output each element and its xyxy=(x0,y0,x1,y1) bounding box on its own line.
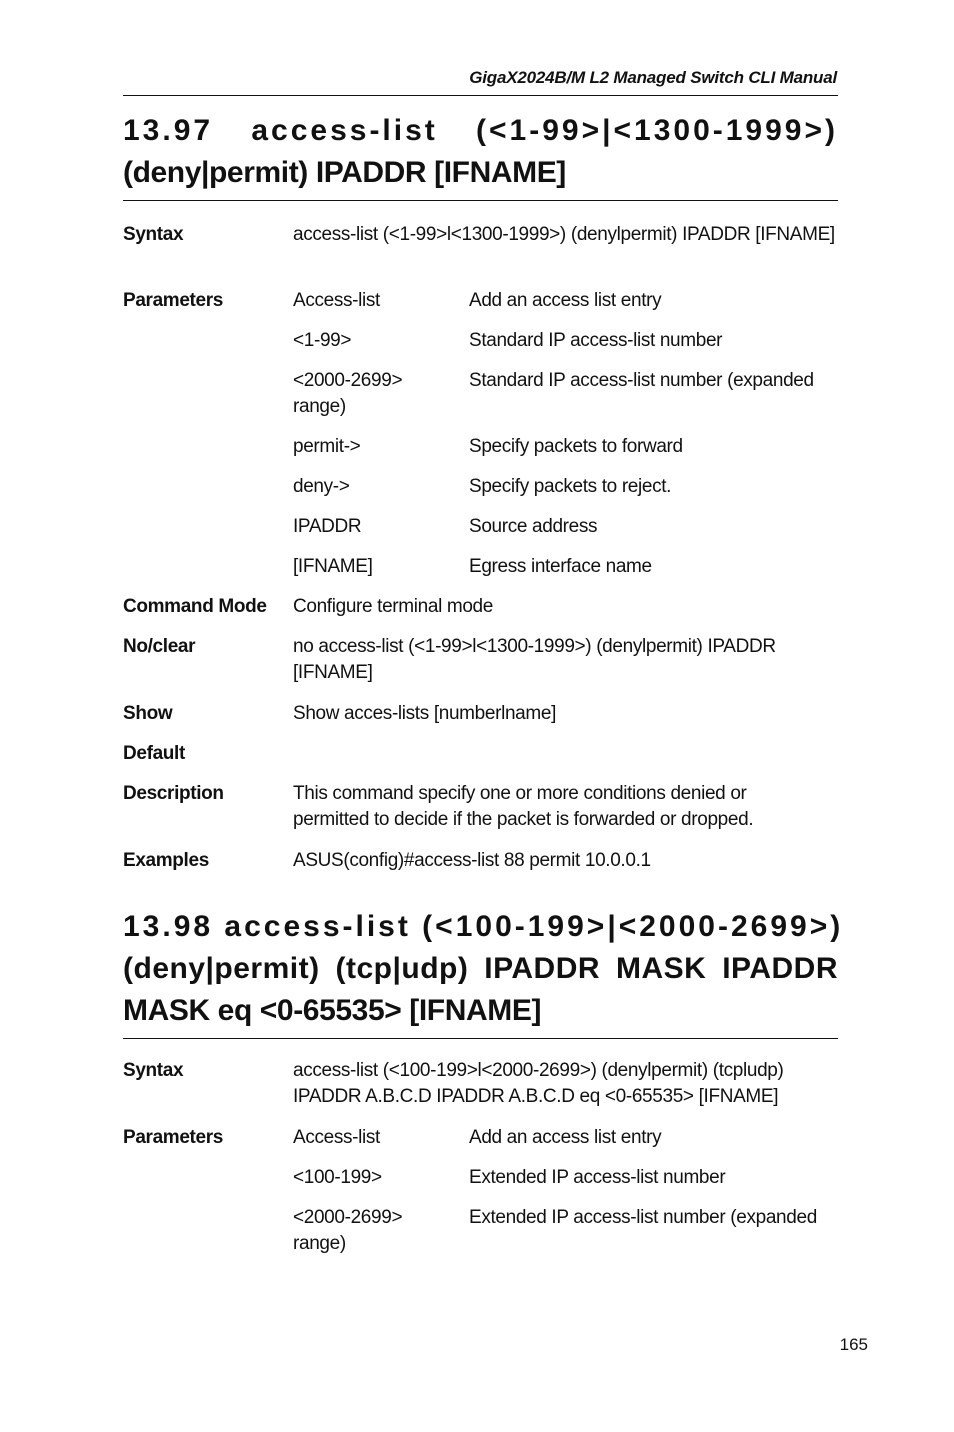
section-title-line: MASK eq <0-65535> [IFNAME] xyxy=(123,994,542,1027)
parameters-label: Parameters xyxy=(123,290,224,311)
param-desc: Add an access list entry xyxy=(469,290,662,311)
param-name: <2000-2699> range) xyxy=(293,1207,403,1254)
running-head: GigaX2024B/M L2 Managed Switch CLI Manual xyxy=(469,68,837,87)
noclear-label: No/clear xyxy=(123,636,196,657)
param-name: IPADDR xyxy=(293,516,362,537)
default-label: Default xyxy=(123,743,185,764)
section-title-rule xyxy=(123,200,838,201)
section-title-line: (deny|permit) IPADDR [IFNAME] xyxy=(123,156,566,189)
param-name: <1-99> xyxy=(293,330,352,351)
section-title-line: 13.98 access-list (<100-199>|<2000-2699>) xyxy=(123,910,844,943)
syntax-text: access-list (<100-199>l<2000-2699>) (denylpermit) (tcpludp) IPADDR A.B.C.D IPADDR A.B.C.D eq <0-65535> [IFNAME] xyxy=(293,1060,784,1107)
running-head-rule xyxy=(123,95,838,96)
section-title-13-97 xyxy=(123,110,838,194)
param-name: <100-199> xyxy=(293,1167,382,1188)
param-desc: Standard IP access-list number (expanded xyxy=(469,370,814,391)
command-mode-text: Configure terminal mode xyxy=(293,596,493,617)
param-name: Access-list xyxy=(293,290,380,311)
show-text: Show acces-lists [numberlname] xyxy=(293,703,556,724)
param-desc: Extended IP access-list number xyxy=(469,1167,726,1188)
syntax-label: Syntax xyxy=(123,1060,184,1081)
param-name: <2000-2699> range) xyxy=(293,370,403,417)
section-title-line: 13.97 access-list (<1-99>|<1300-1999>) xyxy=(123,114,838,147)
command-mode-label: Command Mode xyxy=(123,596,267,617)
param-desc: Specify packets to forward xyxy=(469,436,683,457)
param-desc: Add an access list entry xyxy=(469,1127,662,1148)
param-desc: Specify packets to reject. xyxy=(469,476,672,497)
description-text: This command specify one or more conditions denied or permitted to decide if the packet is forwarded or dropped. xyxy=(293,783,754,830)
section-title-13-98 xyxy=(123,906,844,1032)
examples-text: ASUS(config)#access-list 88 permit 10.0.0.1 xyxy=(293,850,651,871)
param-desc: Egress interface name xyxy=(469,556,652,577)
syntax-text: access-list (<1-99>l<1300-1999>) (denylpermit) IPADDR [IFNAME] xyxy=(293,224,835,245)
noclear-text: no access-list (<1-99>l<1300-1999>) (denylpermit) IPADDR [IFNAME] xyxy=(293,636,776,683)
page-number: 165 xyxy=(839,1335,868,1354)
param-name: [IFNAME] xyxy=(293,556,373,577)
description-label: Description xyxy=(123,783,224,804)
parameters-label: Parameters xyxy=(123,1127,224,1148)
param-name: deny-> xyxy=(293,476,350,497)
param-name: Access-list xyxy=(293,1127,380,1148)
param-desc: Source address xyxy=(469,516,598,537)
param-desc: Extended IP access-list number (expanded xyxy=(469,1207,817,1228)
param-desc: Standard IP access-list number xyxy=(469,330,723,351)
param-name: permit-> xyxy=(293,436,361,457)
show-label: Show xyxy=(123,703,173,724)
section-title-line: (deny|permit) (tcp|udp) IPADDR MASK IPADDR xyxy=(123,952,838,985)
section-title-rule xyxy=(123,1038,838,1039)
examples-label: Examples xyxy=(123,850,209,871)
syntax-label: Syntax xyxy=(123,224,184,245)
